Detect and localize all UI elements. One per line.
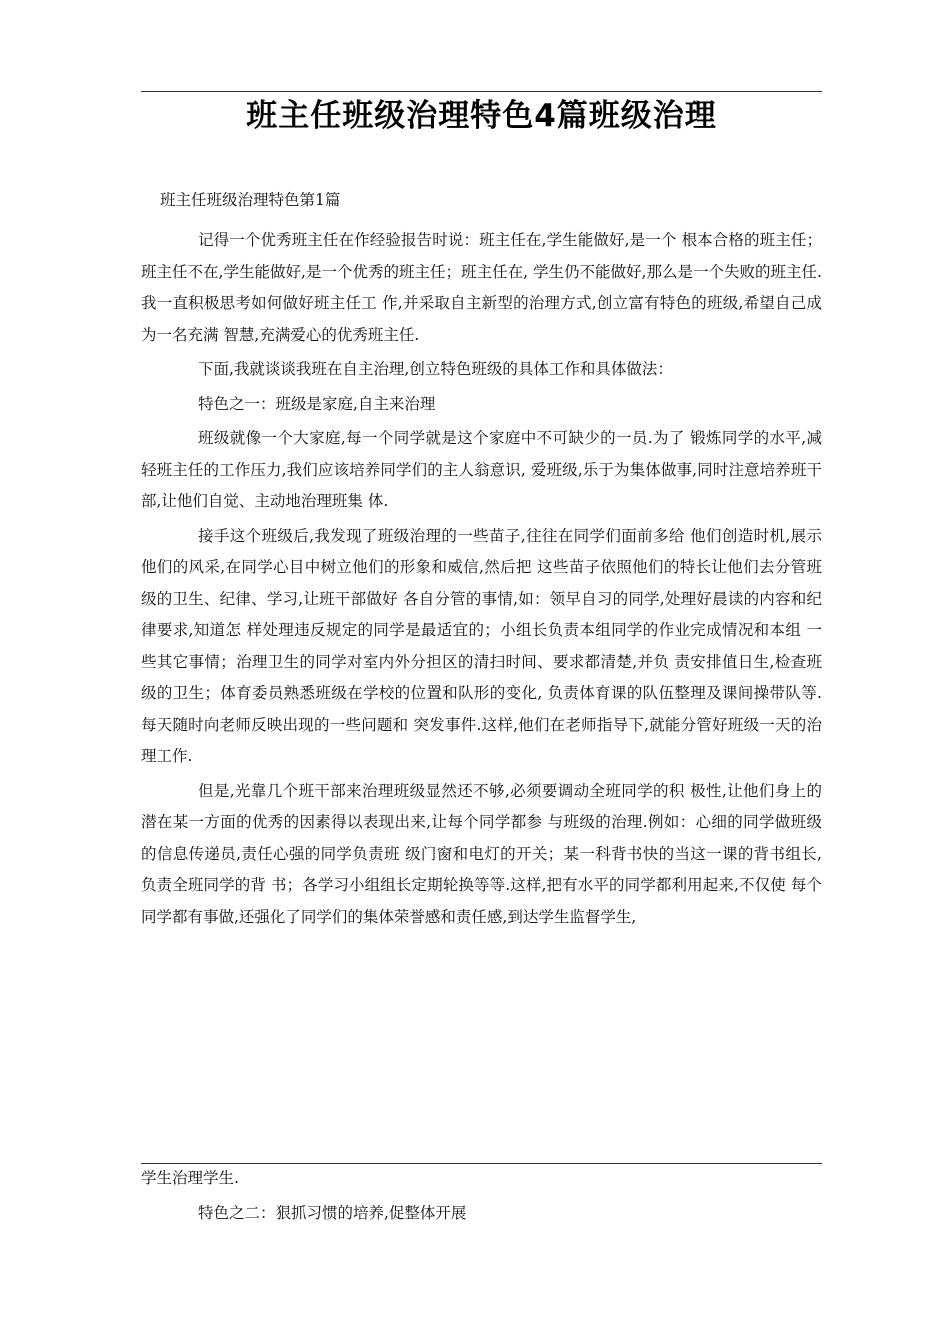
paragraph: 接手这个班级后,我发现了班级治理的一些苗子,往往在同学们面前多给 他们创造时机,展示他们的风采,在同学心目中树立他们的形象和威信,然后把 这些苗子依照他们的特长让他们去分管班级的卫生、纪律、学习,让班干部做好 各自分管的事情,如：领早自习的同学,处理好晨读的内容和纪律要求,知道怎 样处理违反规定的同学是最适宜的；小组长负责本组同学的作业完成情况和本组 一些其它事情；治理卫生的同学对室内外分担区的清扫时间、要求都清楚,并负 责安排值日生,检查班级的卫生；体育委员熟悉班级在学校的位置和队形的变化, 负责体育课的队伍整理及课间操带队等.每天随时向老师反映出现的一些问题和 突发事件.这样,他们在老师指导下,就能分管好班级一天的治理工作.	[141, 526, 822, 765]
paragraph: 记得一个优秀班主任在作经验报告时说：班主任在,学生能做好,是一个 根本合格的班主任；班主任不在,学生能做好,是一个优秀的班主任；班主任在, 学生仍不能做好,那么是一个失败的班主任.我一直积极思考如何做好班主任工 作,并采取自主新型的治理方式,创立富有特色的班级,希望自己成为一名充满 智慧,充满爱心的优秀班主任.	[141, 231, 822, 344]
document-subtitle: 班主任班级治理特色第1篇	[160, 191, 341, 209]
section-heading: 特色之一：班级是家庭,自主来治理	[198, 394, 436, 413]
document-body-continued	[141, 1163, 822, 1232]
paragraph: 班级就像一个大家庭,每一个同学就是这个家庭中不可缺少的一员.为了 锻炼同学的水平,减轻班主任的工作压力,我们应该培养同学们的主人翁意识, 爱班级,乐于为集体做事,同时注意培养班干部,让他们自觉、主动地治理班集 体.	[141, 429, 822, 510]
paragraph: 下面,我就谈谈我班在自主治理,创立特色班级的具体工作和具体做法：	[198, 360, 673, 378]
paragraph: 但是,光靠几个班干部来治理班级显然还不够,必须要调动全班同学的积 极性,让他们身上的潜在某一方面的优秀的因素得以表现出来,让每个同学都参 与班级的治理.例如：心细的同学做班级的信息传递员,责任心强的同学负责班 级门窗和电灯的开关；某一科背书快的当这一课的背书组长,负责全班同学的背 书；各学习小组组长定期轮换等等.这样,把有水平的同学都利用起来,不仅使 每个同学都有事做,还强化了同学们的集体荣誉感和责任感,到达学生监督学生,	[141, 781, 822, 926]
document-title: 班主任班级治理特色4篇班级治理	[246, 98, 717, 134]
document-body	[141, 225, 822, 936]
header-rule	[141, 91, 822, 92]
section-heading: 特色之二：狠抓习惯的培养,促整体开展	[198, 1203, 467, 1222]
paragraph-continuation: 学生治理学生.	[141, 1169, 239, 1187]
